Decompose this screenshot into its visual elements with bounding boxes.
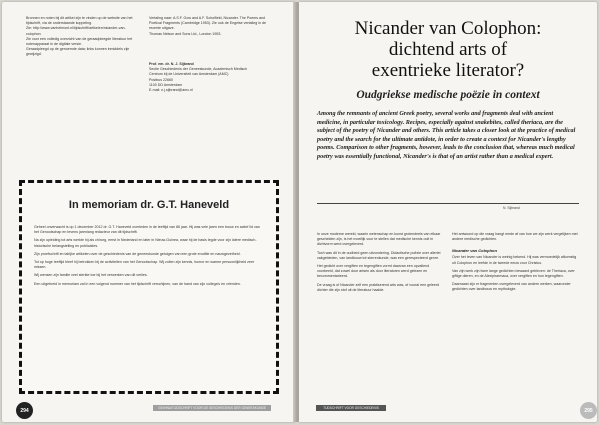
memoriam-paragraph: Een uitgebreid in memoriam zal in een volgend nummer van het tijdschrift verschijnen, van de hand van zijn collega's en vrienden. bbox=[34, 281, 241, 286]
author-line: 1100 DD Amsterdam bbox=[149, 82, 183, 87]
memoriam-body bbox=[22, 225, 276, 287]
title-line: Nicander van Colophon: bbox=[354, 18, 542, 39]
body-paragraph: Het gedicht over vergiften en tegengiften vormt daarvan een opvallend voorbeeld, dat zowel door artsen als door literatoren werd gelezen en becommentarieerd. bbox=[317, 264, 430, 279]
memoriam-box bbox=[19, 180, 279, 394]
author-block bbox=[149, 62, 267, 93]
author-line: Sectie Geschiedenis der Geneeskunde, Academisch Medisch bbox=[149, 67, 248, 72]
author-name: Prof. em. dr. N. J. Sijbrand bbox=[149, 62, 194, 66]
memoriam-paragraph: Tot op hoge leeftijd bleef hij betrokken bij de activiteiten van het Genootschap. Wij zullen zijn kennis, humor en warme persoonlijkheid zeer missen. bbox=[34, 260, 255, 270]
running-footer-left: GEWINA/TIJDSCHRIFT VOOR DE GESCHIEDENIS DER GENEESKUNDE bbox=[153, 405, 271, 411]
memoriam-title: In memoriam dr. G.T. Haneveld bbox=[68, 199, 230, 211]
note: Zie: http://www.vanhelmont.nl/tijdschrift/artikelen/nicander-van-colophon bbox=[26, 26, 126, 36]
author-email: E-mail: n.j.sijbrand@amc.nl bbox=[149, 88, 193, 93]
footnotes-left bbox=[26, 16, 138, 58]
memoriam-paragraph: Geheel onverwacht is op 1 december 2012 dr. G.T. Haneveld overleden in de leeftijd van 86 jaar. Hij was vele jaren een trouw en actief lid van het Genootschap en tevens jarenlang redacteur van dit tijdschrift. bbox=[34, 225, 260, 235]
section-heading: Nicander van Colophon bbox=[452, 248, 497, 254]
body-column-2 bbox=[452, 232, 579, 296]
body-paragraph: In onze moderne wereld, waarin wetenschap en kunst grotendeels van elkaar gescheiden zijn, is het moeilijk voor te stellen dat medische kennis ooit in dichtvorm werd overgeleverd. bbox=[317, 232, 441, 247]
author-byline: N. Sijbrand bbox=[503, 206, 520, 210]
page-number-left: 294 bbox=[16, 402, 33, 419]
memoriam-paragraph: Wij wensen zijn familie veel sterkte toe bij het verwerken van dit verlies. bbox=[34, 273, 148, 278]
note: Zie voor een volledig overzicht van de geraadpleegde literatuur het notenapparaat in de digitale versie. bbox=[26, 36, 133, 47]
body-paragraph: De vraag is of Nicander zelf een praktiserend arts was, of vooral een geleerd dichter die zijn stof uit de literatuur haalde. bbox=[317, 282, 440, 292]
article-abstract: Among the remnants of ancient Greek poetry, several works and fragments deal with ancient medicine, in particular toxicology. Recipes, especially against snakebites, called theriaca, are the subject of the poetry of Nicander and others. This article takes a closer look at the practice of medical poetry and the search for the ultimate antidote, in order to create a context for Nicander's lengthy poems. Comparison to other fragments, however, leads to the conclusion that, whereas much medical poetry was essentially functional, Nicander's is that of an artist rather than a medical expert. bbox=[317, 110, 576, 160]
memoriam-paragraph: Zijn proefschrift en talrijke artikelen over de geschiedenis van de geneeskunde getuigen van een grote eruditie en nauwgezetheid. bbox=[34, 251, 241, 256]
note: Thomas Nelson and Sons Ltd., London 1953. bbox=[149, 31, 222, 36]
note: Vertaling naar: A.S.F. Gow and A.F. Scholfield, Nicander. The Poems and Poetical Fragments (Cambridge 1953). Zie ook de Engelse vertaling in de recente uitgave. bbox=[149, 16, 267, 31]
body-paragraph: Daarnaast zijn er fragmenten overgeleverd van andere werken, waaronder gedichten over landbouw en mythologie. bbox=[452, 282, 571, 292]
section-rule bbox=[317, 203, 579, 204]
title-line: exentrieke literator? bbox=[371, 60, 525, 81]
memoriam-paragraph: Na zijn opleiding tot arts werkte hij als chirurg, eerst in Nederland en later in Nieuw-Guinea, waar hij de basis legde voor zijn latere medisch-historische belangstelling en publicaties. bbox=[34, 238, 257, 248]
author-line: Postbus 22660 bbox=[149, 77, 173, 82]
running-footer-right: TIJDSCHRIFT VOOR GESCHIEDENIS bbox=[316, 405, 386, 411]
article-subtitle: Oudgriekse medische poëzie in context bbox=[356, 89, 540, 101]
article-title bbox=[299, 18, 597, 81]
body-paragraph: Over het leven van Nicander is weinig bekend. Hij was vermoedelijk afkomstig uit Colophon en leefde in de tweede eeuw voor Christus. bbox=[452, 255, 577, 265]
body-paragraph: Van zijn werk zijn twee lange gedichten bewaard gebleven: de Theriaca, over giftige dieren, en de Alexipharmaca, over vergiften en hun tegengiften. bbox=[452, 268, 575, 279]
title-line: dichtend arts of bbox=[388, 39, 508, 60]
body-paragraph: Het antwoord op die vraag hangt mede af van hoe we zijn werk vergelijken met andere medische gedichten. bbox=[452, 232, 578, 242]
footnotes-middle bbox=[149, 16, 267, 37]
note: Geraadpleegd op de genoemde data; links kunnen inmiddels zijn gewijzigd. bbox=[26, 47, 130, 57]
note: Bronnen en noten bij dit artikel zijn te vinden op de website van het tijdschrift, via de onderstaande koppeling. bbox=[26, 16, 133, 26]
body-column-1 bbox=[317, 232, 444, 296]
page-number-right: 295 bbox=[580, 402, 597, 419]
author-line: Centrum bij de Universiteit van Amsterdam (AMC) bbox=[149, 72, 229, 77]
body-paragraph: Toch was dit in de oudheid geen uitzondering. Didactische poëzie over allerlei vakgebieden, van landbouw tot sterrenkunde, was een gerespecteerd genre. bbox=[317, 250, 441, 260]
